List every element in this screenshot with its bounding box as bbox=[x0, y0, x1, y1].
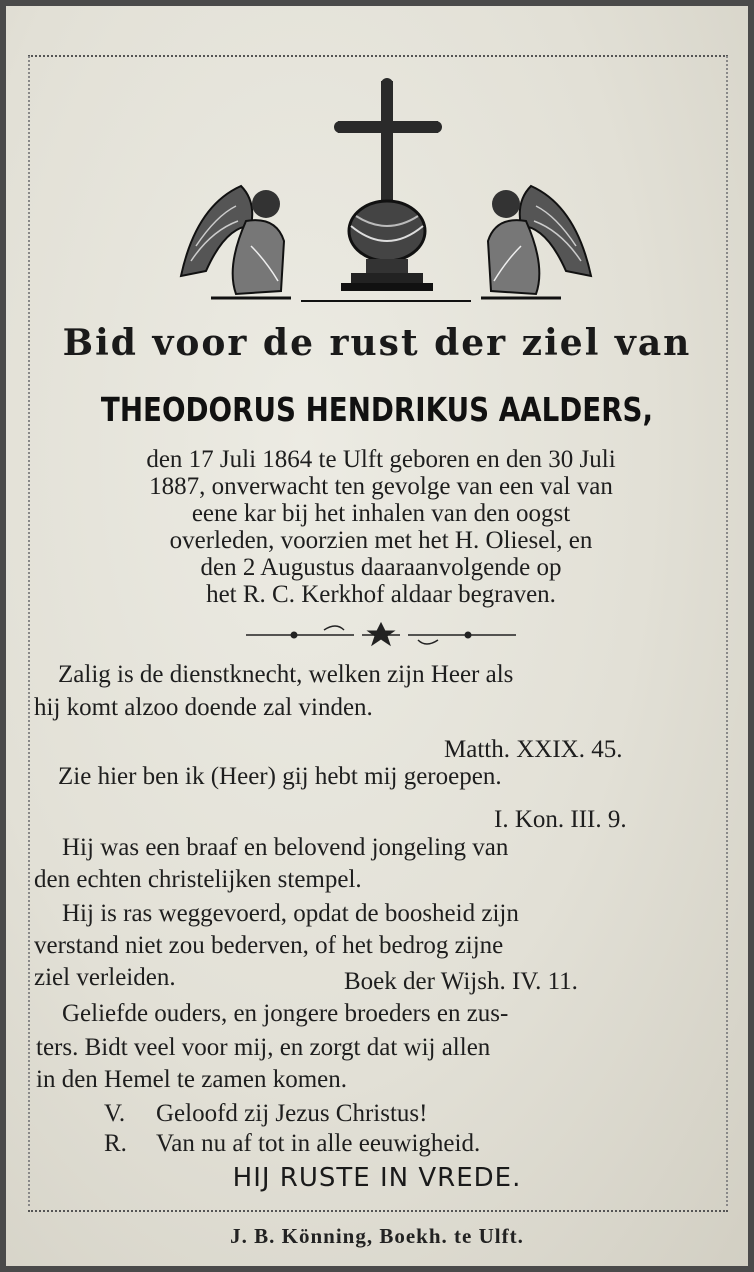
bio-line: den 17 Juli 1864 te Ulft geboren en den 30 Juli bbox=[146, 446, 616, 473]
dotted-border-left bbox=[28, 56, 30, 1206]
verse2-line1: Zie hier ben ik (Heer) gij hebt mij geroepen. bbox=[58, 763, 502, 790]
ornament-divider bbox=[244, 618, 518, 652]
rest-in-peace: HIJ RUSTE IN VREDE. bbox=[232, 1163, 522, 1193]
verse4-line2: verstand niet zou bederven, of het bedrog zijne bbox=[34, 932, 504, 959]
prayer-r-label: R. bbox=[104, 1130, 127, 1157]
bio-line: 1887, onverwacht ten gevolge van een val van bbox=[149, 473, 613, 500]
prayer-r-text: Van nu af tot in alle eeuwigheid. bbox=[156, 1130, 481, 1157]
verse3-line1: Hij was een braaf en belovend jongeling van bbox=[62, 834, 509, 861]
prayer-v-text: Geloofd zij Jezus Christus! bbox=[156, 1100, 428, 1127]
prayer-v-label: V. bbox=[104, 1100, 126, 1127]
heading-prayer: Bid voor de rust der ziel van bbox=[62, 322, 692, 364]
dotted-border-bottom bbox=[28, 1210, 728, 1212]
bio-line: eene kar bij het inhalen van den oogst bbox=[191, 500, 571, 527]
bio-line: overleden, voorzien met het H. Oliesel, en bbox=[169, 527, 593, 554]
closing-line3: in den Hemel te zamen komen. bbox=[36, 1066, 347, 1093]
cross-and-angels-emblem bbox=[166, 76, 606, 311]
verse4-line1: Hij is ras weggevoerd, opdat de boosheid zijn bbox=[62, 900, 519, 927]
verse1-reference: Matth. XXIX. 45. bbox=[444, 736, 623, 763]
verse1-line1: Zalig is de dienstknecht, welken zijn Heer als bbox=[58, 661, 514, 688]
deceased-name: THEODORUS HENDRIKUS AALDERS, bbox=[100, 390, 654, 429]
dotted-border-top bbox=[28, 55, 728, 57]
verse4-reference: Boek der Wijsh. IV. 11. bbox=[344, 968, 578, 995]
printer-credit: J. B. Könning, Boekh. te Ulft. bbox=[230, 1224, 524, 1248]
dotted-border-right bbox=[726, 56, 728, 1206]
bio-line: het R. C. Kerkhof aldaar begraven. bbox=[206, 581, 556, 608]
verse1-line2: hij komt alzoo doende zal vinden. bbox=[34, 694, 373, 721]
verse4-line3: ziel verleiden. bbox=[34, 964, 176, 991]
biography bbox=[36, 446, 726, 608]
verse3-line2: den echten christelijken stempel. bbox=[34, 866, 362, 893]
bio-line: den 2 Augustus daaraanvolgende op bbox=[200, 554, 562, 581]
closing-line2: ters. Bidt veel voor mij, en zorgt dat wij allen bbox=[36, 1034, 491, 1061]
verse2-reference: I. Kon. III. 9. bbox=[494, 806, 627, 833]
closing-line1: Geliefde ouders, en jongere broeders en zus- bbox=[62, 1000, 509, 1027]
memorial-card bbox=[6, 6, 748, 1266]
